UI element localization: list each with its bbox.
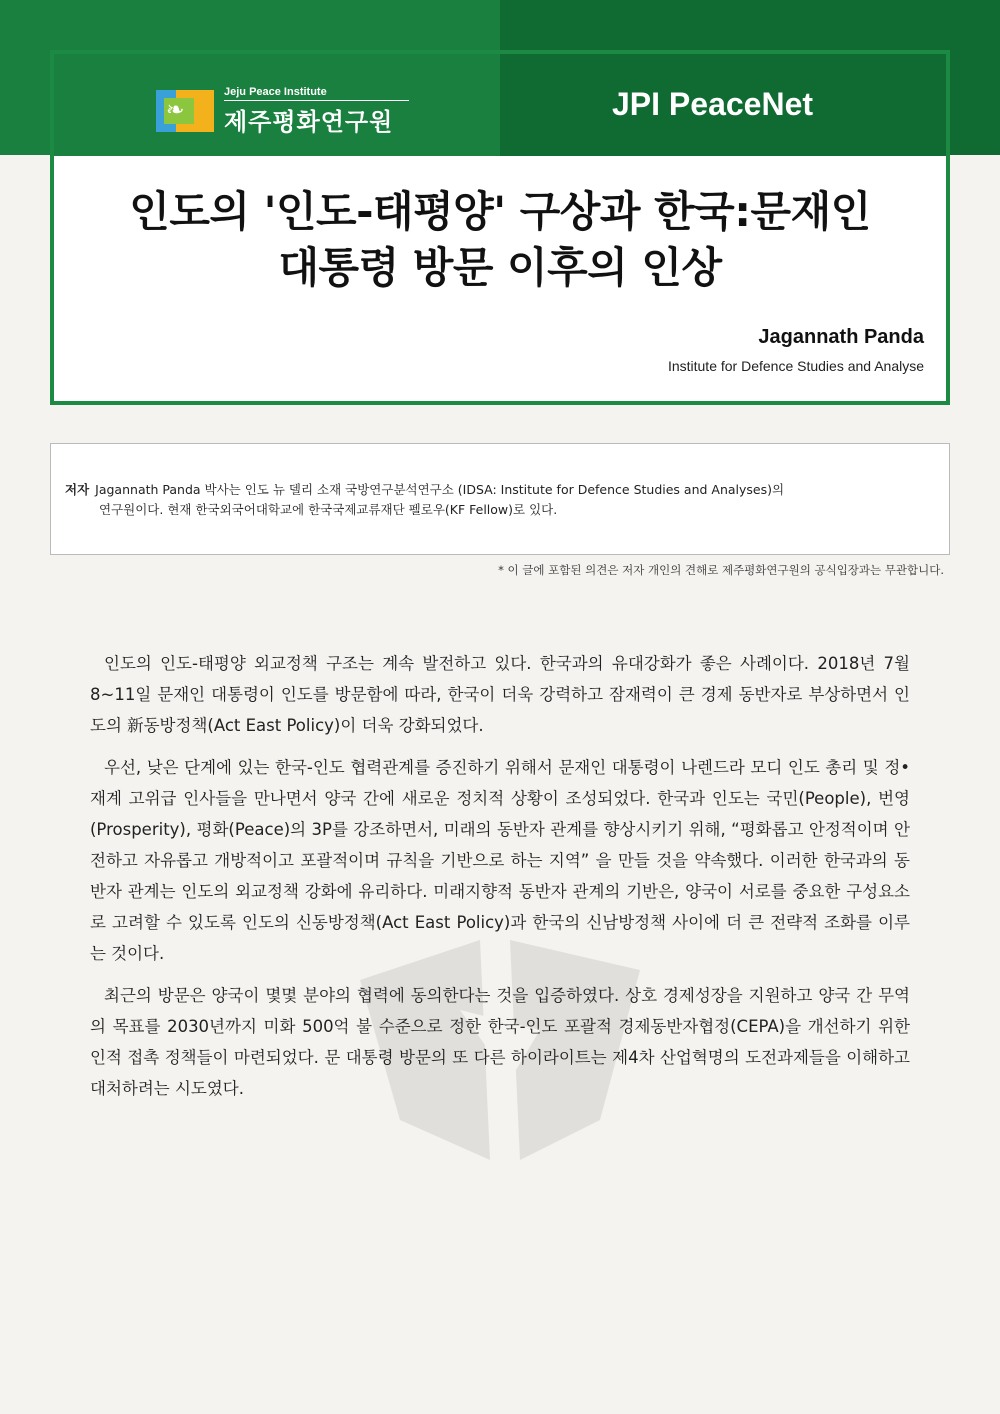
bio-label: 저자 — [65, 482, 90, 497]
title-line-2: 대통령 방문 이후의 인상 — [278, 243, 722, 292]
paragraph-2: 우선, 낮은 단계에 있는 한국-인도 협력관계를 증진하기 위해서 문재인 대통령이 나렌드라 모디 인도 총리 및 정•재계 고위급 인사들을 만나면서 양국 간에 새로운 정치적 상황이 조성되었다. 한국과 인도는 국민(People), 번영(Prosperity), 평화(Peace)의 3P를 강조하면서, 미래의 동반자 관계를 향상시키기 위해, “평화롭고 안정적이며 안전하고 자유롭고 개방적이고 포괄적이며 규칙을 기반으로 하는 지역” 을 만들 것을 약속했다. 이러한 한국과의 동반자 관계는 인도의 외교정책 강화에 유리하다. 미래지향적 동반자 관계의 기반은, 양국이 서로를 중요한 구성요소로 고려할 수 있도록 인도의 신동방정책(Act East Policy)과 한국의 신남방정책 사이에 더 큰 전략적 조화를 이루는 것이다. — [90, 758, 910, 963]
page-title — [54, 184, 946, 296]
institute-name-ko: 제주평화연구원 — [224, 107, 394, 136]
paragraph-1: 인도의 인도-태평양 외교정책 구조는 계속 발전하고 있다. 한국과의 유대강화가 좋은 사례이다. 2018년 7월 8~11일 문재인 대통령이 인도를 방문함에 따라, 한국이 더욱 강력하고 잠재력이 큰 경제 동반자로 부상하면서 인도의 新동방정책(Act East Policy)이 더욱 강화되었다. — [90, 654, 910, 735]
frame-header — [54, 54, 946, 156]
institute-name-en: Jeju Peace Institute — [224, 86, 409, 101]
paragraph-3: 최근의 방문은 양국이 몇몇 분야의 협력에 동의한다는 것을 입증하였다. 상호 경제성장을 지원하고 양국 간 무역의 목표를 2030년까지 미화 500억 불 수준으로 정한 한국-인도 포괄적 경제동반자협정(CEPA)을 개선하기 위한 인적 접촉 정책들이 마련되었다. 문 대통령 방문의 또 다른 하이라이트는 제4차 산업혁명의 도전과제들을 이해하고 대처하려는 시도였다. — [90, 986, 910, 1098]
title-frame — [50, 50, 950, 405]
title-line-1: 인도의 '인도-태평양' 구상과 한국:문재인 — [129, 187, 871, 236]
jpi-logo-icon: ❧ — [156, 90, 216, 132]
peacenet-logo: JPI PeaceNet — [612, 86, 814, 122]
article-body — [90, 648, 910, 1115]
bio-line-1: 저자 Jagannath Panda 박사는 인도 뉴 델리 소재 국방연구분석연구소 (IDSA: Institute for Defence Studies and Analyses)의 — [65, 482, 785, 497]
author-name: Jagannath Panda — [758, 326, 924, 348]
bio-line-2: 연구원이다. 현재 한국외국어대학교에 한국국제교류재단 펠로우(KF Fellow)로 있다. — [99, 502, 558, 517]
jpi-logo — [156, 86, 409, 136]
author-institution: Institute for Defence Studies and Analyse — [667, 358, 924, 374]
disclaimer: * 이 글에 포함된 의견은 저자 개인의 견해로 제주평화연구원의 공식입장과는 무관합니다. — [498, 563, 944, 577]
author-bio-box — [50, 443, 950, 555]
